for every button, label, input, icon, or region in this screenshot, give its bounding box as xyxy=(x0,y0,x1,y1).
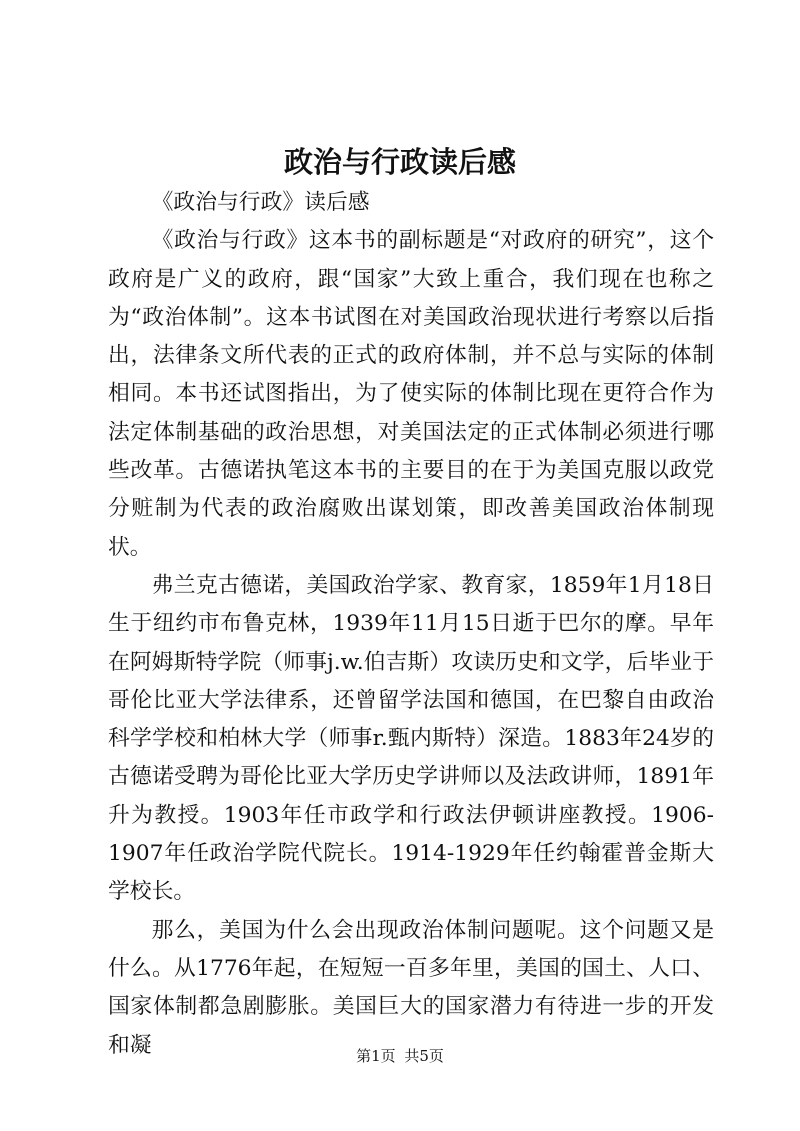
paragraph-question: 那么，美国为什么会出现政治体制问题呢。这个问题又是什么。从1776年起，在短短一百多年里，美国的国土、人口、国家体制都急剧膨胀。美国巨大的国家潜力有待进一步的开发和凝 xyxy=(108,917,714,1058)
page-number: 第1页 xyxy=(356,1047,396,1065)
page-footer xyxy=(0,1046,800,1066)
paragraph-subtitle: 《政治与行政》读后感 xyxy=(151,190,370,215)
paragraph-author-bio: 弗兰克古德诺，美国政治学家、教育家，1859年1月18日生于纽约市布鲁克林，1939年11月15日逝于巴尔的摩。早年在阿姆斯特学院（师事j.w.伯吉斯）攻读历史和文学，后毕业于哥伦比亚大学法律系，还曾留学法国和德国，在巴黎自由政治科学学校和柏林大学（师事r.甄内斯特）深造。1883年24岁的古德诺受聘为哥伦比亚大学历史学讲师以及法政讲师，1891年升为教授。1903年任市政学和行政法伊顿讲座教授。1906-1907年任政治学院代院长。1914-1929年任约翰霍普金斯大学校长。 xyxy=(108,572,714,905)
document-title: 政治与行政读后感 xyxy=(283,145,516,179)
document-body xyxy=(108,184,714,1065)
page-total: 共5页 xyxy=(404,1047,444,1065)
paragraph-intro: 《政治与行政》这本书的副标题是“对政府的研究”，这个政府是广义的政府，跟“国家”大致上重合，我们现在也称之为“政治体制”。这本书试图在对美国政治现状进行考察以后指出，法律条文所代表的正式的政府体制，并不总与实际的体制相同。本书还试图指出，为了使实际的体制比现在更符合作为法定体制基础的政治思想，对美国法定的正式体制必须进行哪些改革。古德诺执笔这本书的主要目的在于为美国克服以政党分赃制为代表的政治腐败出谋划策，即改善美国政治体制现状。 xyxy=(108,228,714,560)
